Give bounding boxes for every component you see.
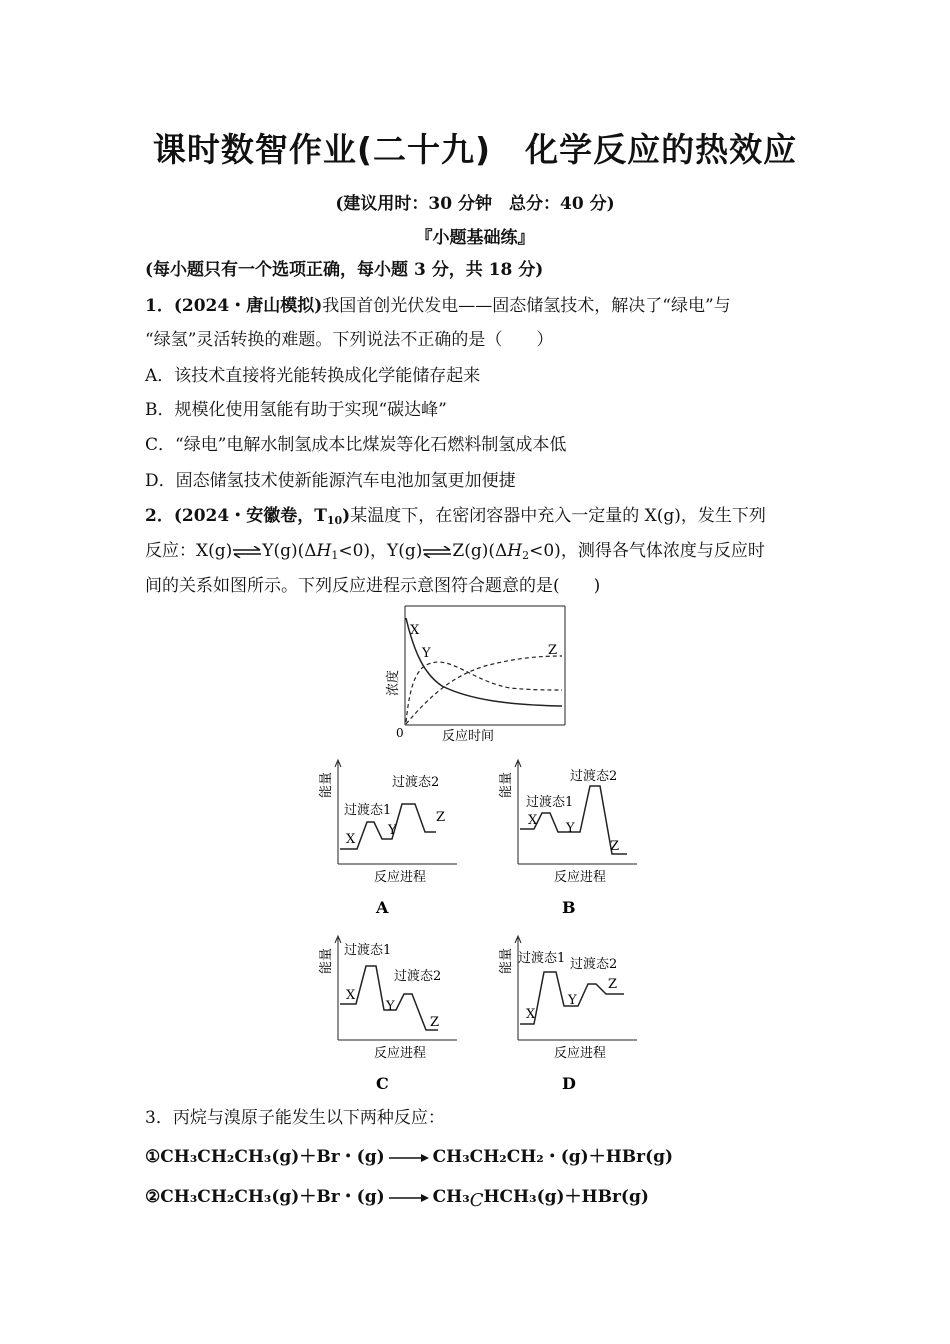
q1-stem-line2: “绿氢”灵活转换的难题。下列说法不正确的是（ ） [145,330,554,350]
q3-reaction-2: ②CH₃CH₂CH₃(g)＋Br・(g) CH₃CHCH₃(g)＋HBr(g) [145,1187,649,1211]
option-label-c: C [376,1074,389,1093]
y-axis-title: 浓度 [386,669,401,696]
svg-text:过渡态2: 过渡态2 [392,775,440,790]
svg-text:过渡态2: 过渡态2 [570,957,618,972]
equilibrium-arrow-icon [232,546,262,558]
svg-text:X: X [528,813,538,828]
svg-text:过渡态2: 过渡态2 [394,969,442,984]
label-z: Z [548,643,558,658]
q1-stem-line1 [145,294,815,318]
svg-text:Y: Y [386,999,395,1014]
svg-text:Z: Z [430,1015,440,1030]
instructions: (每小题只有一个选项正确，每小题 3 分，共 18 分) [145,260,544,280]
option-label-a: A [376,898,389,917]
x-axis-title: 反应时间 [442,729,495,744]
q2-stem-line3: 间的关系如图所示。下列反应进程示意图符合题意的是( ) [145,576,601,596]
q3-stem: 3．丙烷与溴原子能发生以下两种反应： [145,1108,445,1128]
svg-text:能量: 能量 [499,771,514,798]
q1-stem-text: 我国首创光伏发电——固态储氢技术，解决了“绿电”与 [322,296,731,316]
svg-text:X: X [526,1007,536,1022]
q2-stem-line2: 反应：X(g) $Y(g)(\Delta H_1<0)$，Y(g) $Z(g)(\Delta H_2<0)$，测得各气体浓度与反应时 [145,541,765,562]
label-x: X [410,623,420,638]
energy-diagram-b [492,756,642,922]
q1-option-d: D．固态储氢技术使新能源汽车电池加氢更加便捷 [145,471,516,491]
q2-stem-line1 [145,504,815,528]
svg-text:能量: 能量 [319,947,334,974]
svg-text:反应进程: 反应进程 [374,870,427,885]
option-label-d: D [562,1074,576,1093]
svg-text:Z: Z [436,810,446,825]
svg-text:过渡态1: 过渡态1 [526,795,574,810]
svg-text:反应进程: 反应进程 [374,1046,427,1061]
svg-text:Z: Z [610,839,620,854]
svg-text:反应进程: 反应进程 [554,1046,607,1061]
q2-number: 2． [145,506,174,526]
svg-text:Y: Y [568,993,577,1008]
svg-text:过渡态2: 过渡态2 [570,769,618,784]
curve-y [406,662,562,722]
page-title: 课时数智作业(二十九) 化学反应的热效应 [152,130,798,169]
energy-diagram-c [312,932,462,1098]
q3-reaction-1: ①CH₃CH₂CH₃(g)＋Br・(g) CH₃CH₂CH₂・(g)＋HBr(g) [145,1147,674,1167]
q1-option-a: A．该技术直接将光能转换成化学能储存起来 [145,366,481,386]
q1-option-b: B．规模化使用氢能有助于实现“碳达峰” [145,400,447,420]
svg-text:过渡态1: 过渡态1 [344,803,392,818]
svg-text:X: X [346,832,356,847]
svg-text:Y: Y [388,823,397,838]
svg-text:Y: Y [566,821,575,836]
q1-source: (2024・唐山模拟) [173,296,323,316]
time-score-note: (建议用时：30 分钟 总分：40 分) [335,194,615,214]
q2-stem-text: 某温度下，在密闭容器中充入一定量的 X(g)，发生下列 [350,506,766,526]
concentration-time-chart [380,604,580,746]
curve-z [406,656,562,724]
svg-text:能量: 能量 [319,771,334,798]
section-tag: 『小题基础练』 [415,228,535,248]
reaction-arrow-icon [387,1192,431,1204]
q1-option-c: C．“绿电”电解水制氢成本比煤炭等化石燃料制氢成本低 [145,435,567,455]
energy-diagram-d [492,932,642,1098]
q1-number: 1． [145,296,174,316]
q2-source: (2024・安徽卷，$T_{10}$) [173,506,351,527]
svg-text:Z: Z [608,977,618,992]
svg-text:能量: 能量 [499,947,514,974]
svg-text:过渡态1: 过渡态1 [344,943,392,958]
origin-label: 0 [396,726,404,740]
curve-x [406,618,562,706]
energy-diagram-a [312,756,462,922]
reaction-arrow-icon [387,1152,431,1164]
svg-text:过渡态1: 过渡态1 [518,951,566,966]
equilibrium-arrow-icon [422,546,452,558]
label-y: Y [422,646,431,661]
svg-text:X: X [346,988,356,1003]
option-label-b: B [562,898,576,917]
svg-text:反应进程: 反应进程 [554,870,607,885]
